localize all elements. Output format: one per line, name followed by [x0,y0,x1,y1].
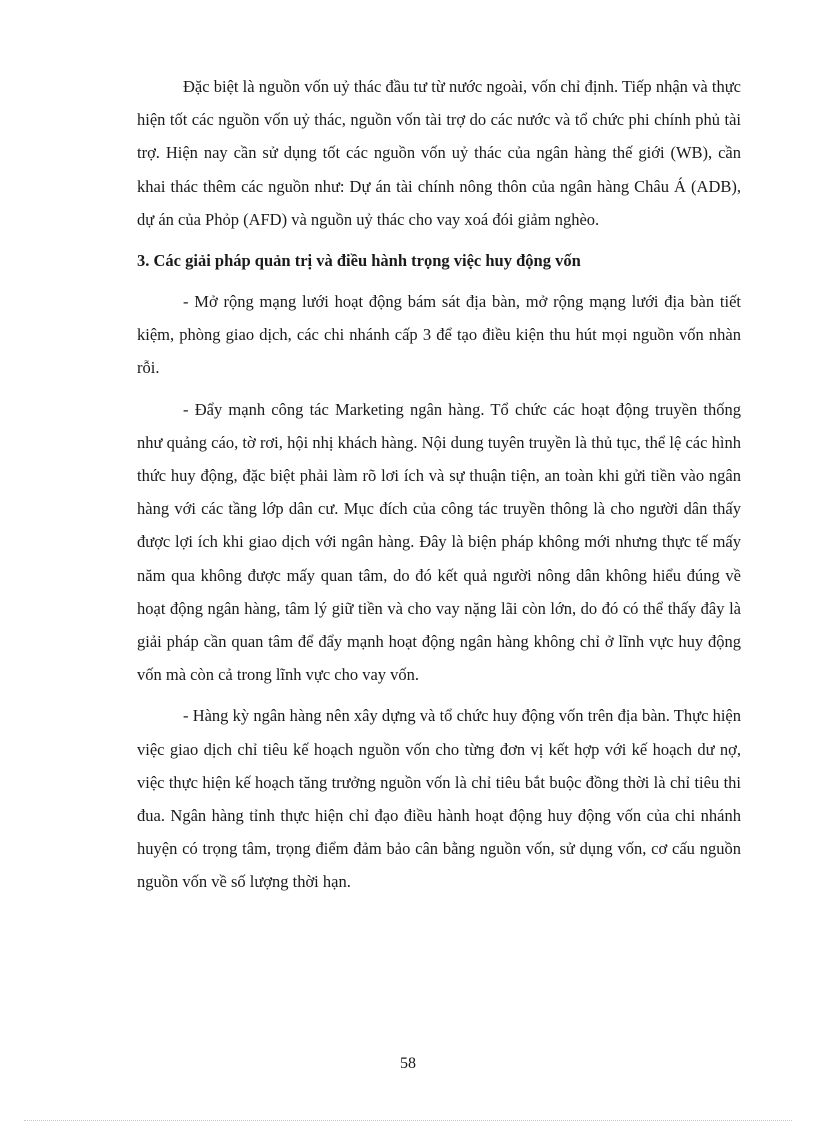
section-heading: 3. Các giải pháp quản trị và điều hành trọng việc huy động vốn [137,251,581,271]
bullet-periodic-mobilization: - Hàng kỳ ngân hàng nên xây dựng và tổ chức huy động vốn trên địa bàn. Thực hiện việc giao dịch chỉ tiêu kế hoạch nguồn vốn cho từng đơn vị kết hợp với kế hoạch dư nợ, việc thực hiện kế hoạch tăng trưởng nguồn vốn là chỉ tiêu bắt buộc đồng thời là chỉ tiêu thi đua. Ngân hàng tỉnh thực hiện chỉ đạo điều hành hoạt động huy động vốn của chi nhánh huyện có trọng tâm, trọng điểm đảm bảo cân bằng nguồn vốn, sử dụng vốn, cơ cấu nguồn nguồn vốn về số lượng thời hạn. [137,706,741,892]
page-number: 58 [400,1055,416,1072]
page-content [137,70,741,899]
bullet-expand-network: - Mở rộng mạng lưới hoạt động bám sát địa bàn, mở rộng mạng lưới địa bàn tiết kiệm, phòng giao dịch, các chi nhánh cấp 3 để tạo điều kiện thu hút mọi nguồn vốn nhàn rỗi. [137,292,741,378]
page-bottom-divider [24,1120,792,1121]
bullet-marketing: - Đẩy mạnh công tác Marketing ngân hàng. Tổ chức các hoạt động truyền thống như quảng cáo, tờ rơi, hội nhị khách hàng. Nội dung tuyên truyền là thủ tục, thể lệ các hình thức huy động, đặc biệt phải làm rõ lơi ích và sự thuận tiện, an toàn khi gửi tiền vào ngân hàng với các tầng lớp dân cư. Mục đích của công tác truyền thông là cho người dân thấy được lợi ích khi giao dịch với ngân hàng. Đây là biện pháp không mới nhưng thực tế mấy năm qua không được mấy quan tâm, do đó kết quả người nông dân không hiểu đúng về hoạt động ngân hàng, tâm lý giữ tiền và cho vay nặng lãi còn lớn, do đó có thể thấy đây là giải pháp cần quan tâm để đẩy mạnh hoạt động ngân hàng không chỉ ở lĩnh vực huy động vốn mà còn cả trong lĩnh vực cho vay vốn. [137,399,741,685]
paragraph-foreign-trust-funds: Đặc biệt là nguồn vốn uỷ thác đầu tư từ nước ngoài, vốn chỉ định. Tiếp nhận và thực hiện tốt các nguồn vốn uỷ thác, nguồn vốn tài trợ do các nước và tổ chức phi chính phủ tài trợ. Hiện nay cần sử dụng tốt các nguồn vốn uỷ thác của ngân hàng thế giới (WB), cần khai thác thêm các nguồn như: Dự án tài chính nông thôn của ngân hàng Châu Á (ADB), dự án của Phỏp (AFD) và nguồn uỷ thác cho vay xoá đói giảm nghèo. [137,77,741,229]
